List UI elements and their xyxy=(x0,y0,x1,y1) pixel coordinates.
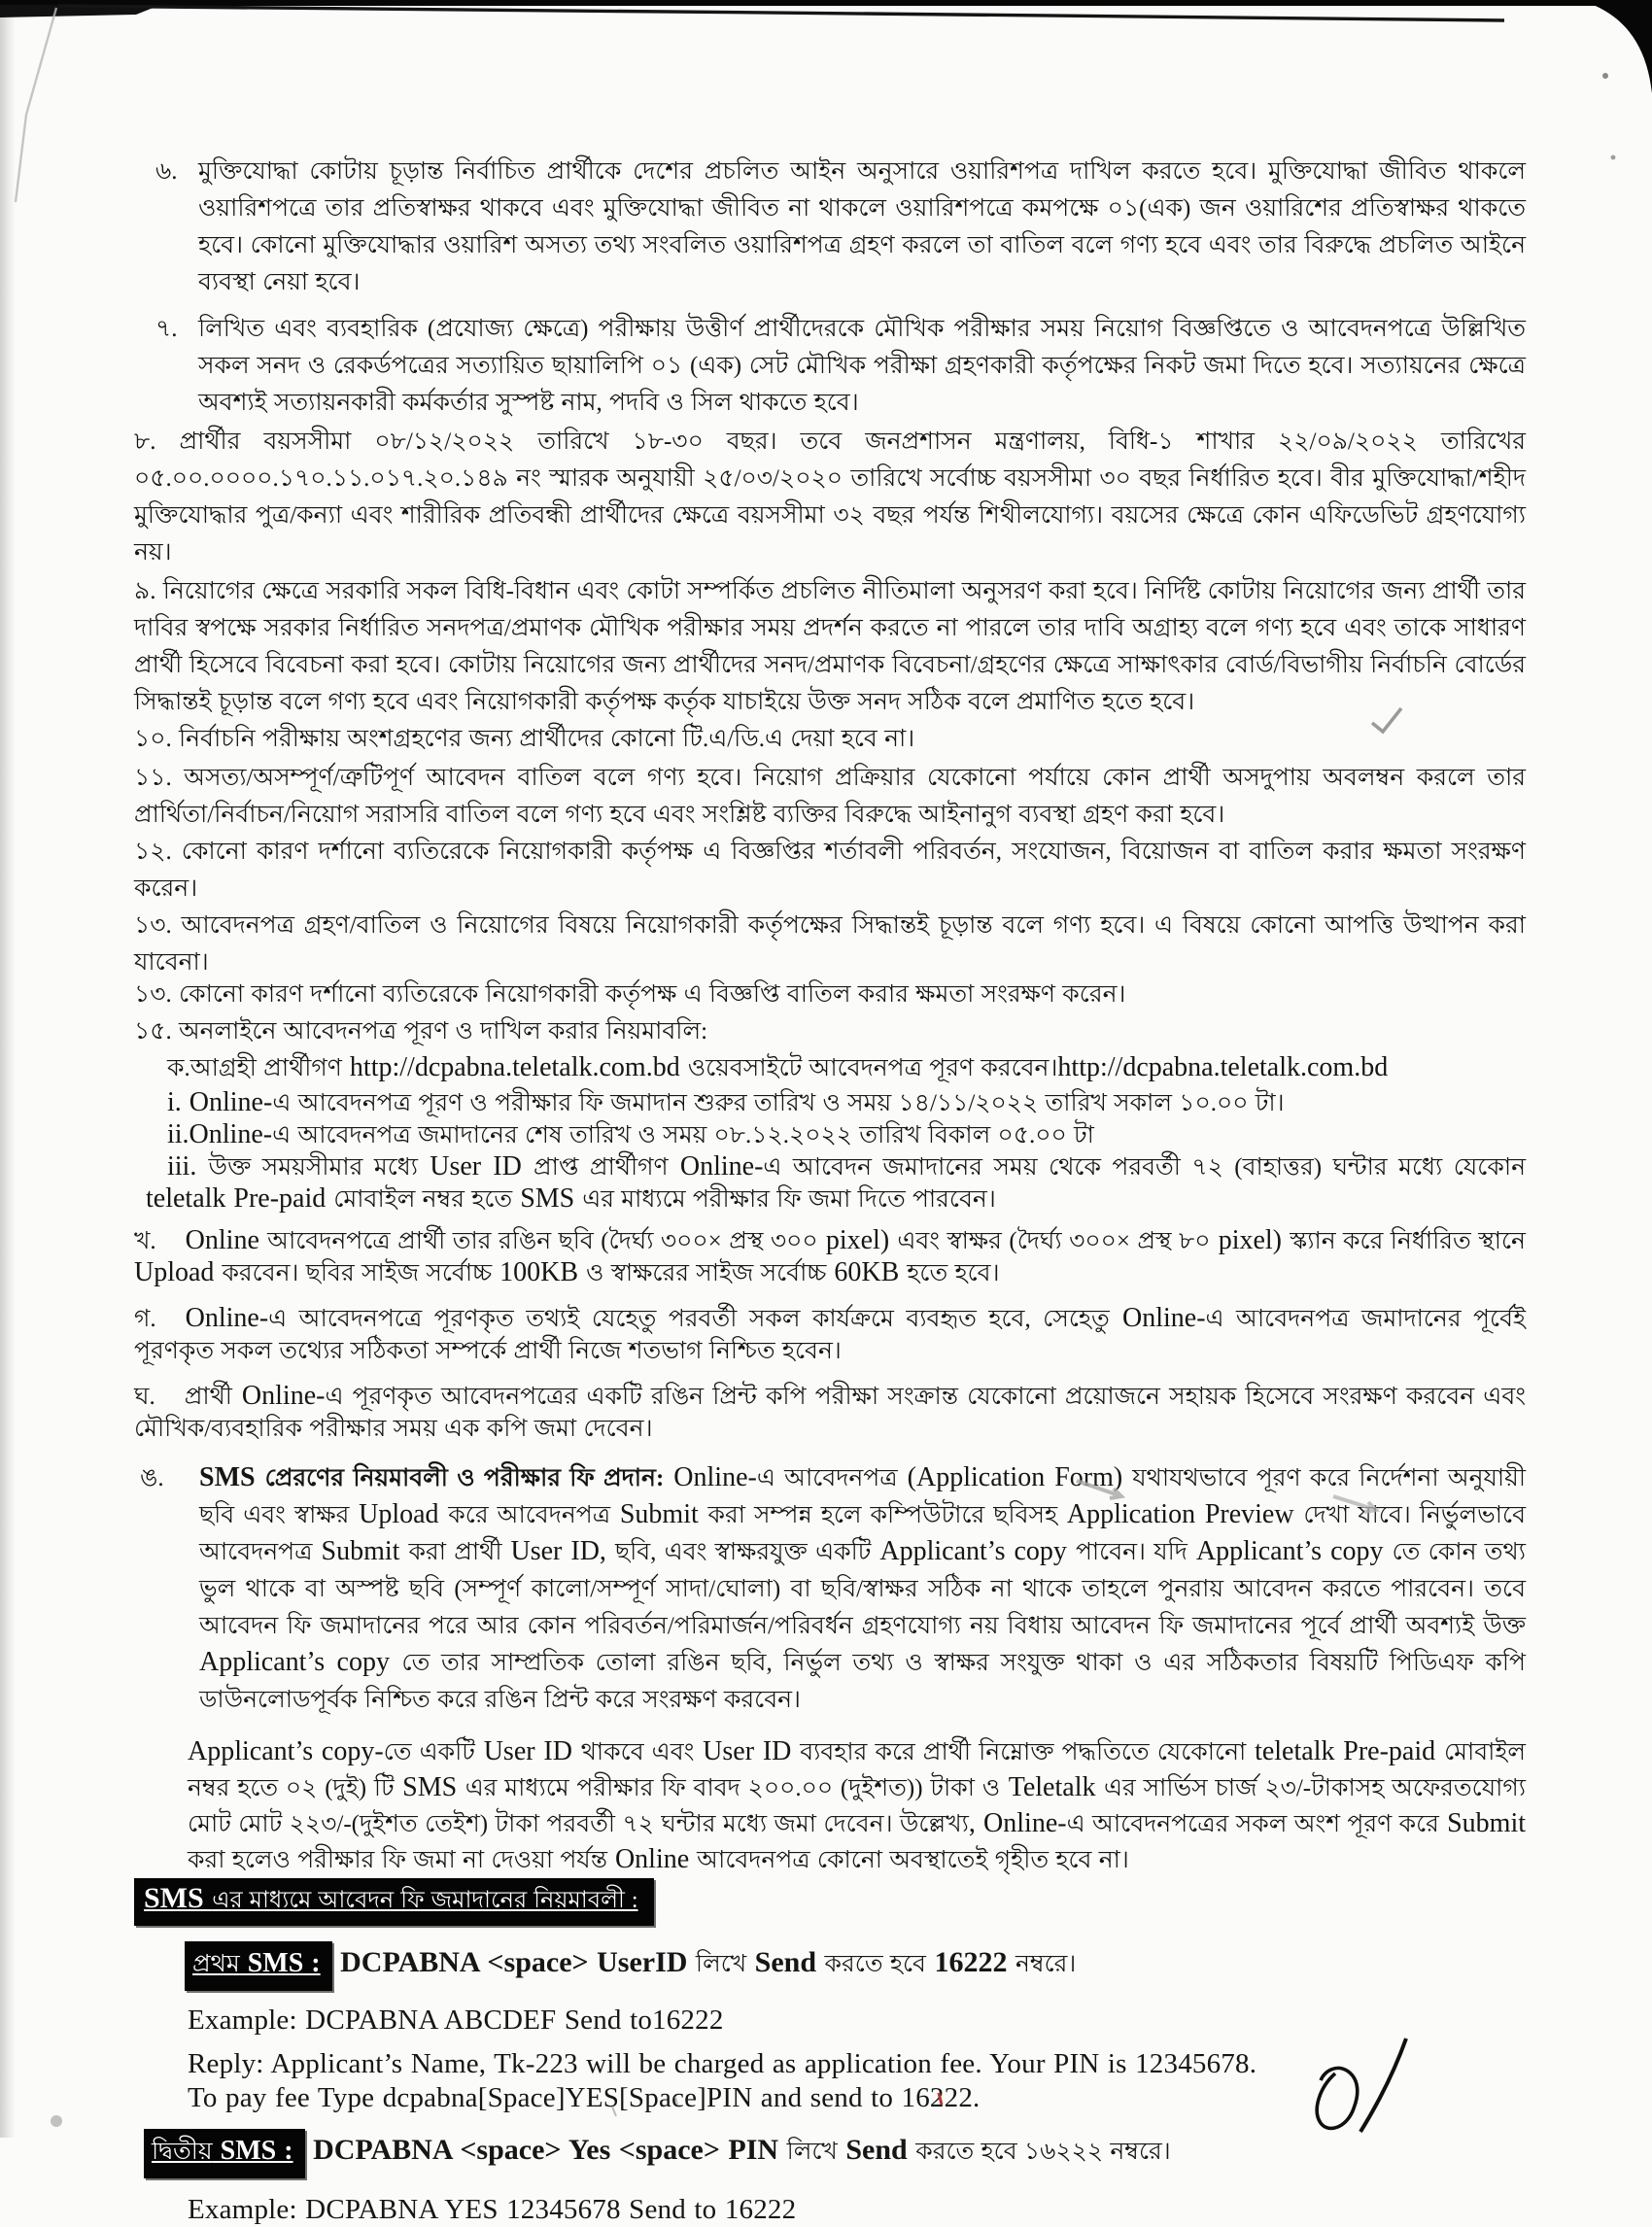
scan-speck-2 xyxy=(1611,155,1616,160)
sms-reply-line-1: Reply: Applicant’s Name, Tk-223 will be charged as application fee. Your PIN is 12345678. xyxy=(188,2048,1257,2079)
scan-top-edge-line xyxy=(58,6,1504,20)
rule-uma-text: Online-এ আবেদনপত্র (Application Form) যথাযথভাবে পূরণ করে নির্দেশনা অনুযায়ী ছবি এবং স্বাক্ষর Upload করে আবেদনপত্র Submit করা সম্পন্ন হলে কম্পিউটারে ছবিসহ Application Preview দেখা যাবে। নির্ভুলভাবে আবেদনপত্র Submit করা প্রার্থী User ID, ছবি, এবং স্বাক্ষরযুক্ত একটি Applicant’s copy পাবেন। যদি Applicant’s copy তে কোন তথ্য ভুল থাকে বা অস্পষ্ট ছবি (সম্পূর্ণ কালো/সম্পূর্ণ সাদা/ঘোলা) বা ছবি/স্বাক্ষর সঠিক না থাকে তাহলে পুনরায় আবেদন করতে পারবেন। তবে আবেদন ফি জমাদানের পরে আর কোন পরিবর্তন/পরিমার্জন/পরিবর্ধন গ্রহণযোগ্য নয় বিধায় আবেদন ফি জমাদানের পূর্বে প্রার্থী অবশ্যই উক্ত Applicant’s copy তে তার সাম্প্রতিক তোলা রঙিন ছবি, নির্ভুল তথ্য ও স্বাক্ষর সংযুক্ত থাকা ও এর সঠিকতার বিষয়টি পিডিএফ কপি ডাউনলোডপূর্বক নিশ্চিত করে রঙিন প্রিন্ট করে সংরক্ষণ করবেন। xyxy=(199,1462,1527,1713)
sms-rules-banner-label: SMS এর মাধ্যমে আবেদন ফি জমাদানের নিয়মাবলী : xyxy=(134,1878,654,1926)
instruction-item-8: ৮. প্রার্থীর বয়সসীমা ০৮/১২/২০২২ তারিখে ১৮-৩০ বছর। তবে জনপ্রশাসন মন্ত্রণালয়, বিধি-১ শাখার ২২/০৯/২০২২ তারিখের ০৫.০০.০০০০.১৭০.১১.০১৭.২০.১৪৯ নং স্মারক অনুযায়ী ২৫/০৩/২০২০ তারিখে সর্বোচ্চ বয়সসীমা ৩০ বছর নির্ধারিত হবে। বীর মুক্তিযোদ্ধা/শহীদ মুক্তিযোদ্ধার পুত্র/কন্যা এবং শারীরিক প্রতিবন্ধী প্রার্থীদের ক্ষেত্রে বয়সসীমা ৩২ বছর পর্যন্ত শিথীলযোগ্য। বয়সের ক্ষেত্রে কোন এফিডেভিট গ্রহণযোগ্য নয়। xyxy=(134,428,1526,565)
item-7-text: লিখিত এবং ব্যবহারিক (প্রযোজ্য ক্ষেত্রে) পরীক্ষায় উত্তীর্ণ প্রার্থীদেরকে মৌখিক পরীক্ষার সময় নিয়োগ বিজ্ঞপ্তিতে ও আবেদনপত্রে উল্লিখিত সকল সনদ ও রেকর্ডপত্রের সত্যায়িত ছায়ালিপি ০১ (এক) সেট মৌখিক পরীক্ষা গ্রহণকারী কর্তৃপক্ষের নিকট জমা দিতে হবে। সত্যায়নের ক্ষেত্রে অবশ্যই সত্যায়নকারী কর্মকর্তার সুস্পষ্ট নাম, পদবি ও সিল থাকতে হবে। xyxy=(198,316,1526,416)
item-6-text: মুক্তিযোদ্ধা কোটায় চূড়ান্ত নির্বাচিত প্রার্থীকে দেশের প্রচলিত আইন অনুসারে ওয়ারিশপত্র দাখিল করতে হবে। মুক্তিযোদ্ধা জীবিত থাকলে ওয়ারিশপত্রে তার প্রতিস্বাক্ষর থাকবে এবং মুক্তিযোদ্ধা জীবিত না থাকলে ওয়ারিশপত্রে কমপক্ষে ০১(এক) জন ওয়ারিশের প্রতিস্বাক্ষর থাকতে হবে। কোনো মুক্তিযোদ্ধার ওয়ারিশ অসত্য তথ্য সংবলিত ওয়ারিশপত্র গ্রহণ করলে তা বাতিল বলে গণ্য হবে এবং তার বিরুদ্ধে প্রচলিত আইনে ব্যবস্থা নেয়া হবে। xyxy=(198,158,1526,295)
scan-dot-bottom-left xyxy=(51,2115,62,2127)
item-7-number: ৭. xyxy=(155,316,178,342)
online-rule-ii: ii.Online-এ আবেদনপত্র জমাদানের শেষ তারিখ ও সময় ০৮.১২.২০২২ তারিখ বিকাল ০৫.০০ টা xyxy=(167,1119,1094,1149)
item-6-number: ৬. xyxy=(155,158,178,185)
second-sms-label: দ্বিতীয় SMS : xyxy=(144,2129,305,2178)
notice-text-column xyxy=(134,154,1526,2227)
first-sms-example: Example: DCPABNA ABCDEF Send to16222 xyxy=(188,2004,724,2036)
second-sms-example: Example: DCPABNA YES 12345678 Send to 16222 xyxy=(188,2194,797,2225)
rule-uma-lead: SMS প্রেরণের নিয়মাবলী ও পরীক্ষার ফি প্রদান: xyxy=(199,1462,665,1492)
online-rule-kha xyxy=(134,1225,1526,1289)
scan-speck-1 xyxy=(1602,73,1608,79)
rule-ga-text: Online-এ আবেদনপত্রে পূরণকৃত তথ্যই যেহেতু পরবর্তী সকল কার্যক্রমে ব্যবহৃত হবে, সেহেতু Online-এ আবেদনপত্র জমাদানের পূর্বেই পূরণকৃত সকল তথ্যের সঠিকতা সম্পর্কে প্রার্থী নিজে শতভাগ নিশ্চিত হবেন। xyxy=(134,1303,1526,1364)
online-rule-iii: iii. উক্ত সময়সীমার মধ্যে User ID প্রাপ্ত প্রার্থীগণ Online-এ আবেদন জমাদানের সময় থেকে পরবর্তী ৭২ (বাহাত্তর) ঘন্টার মধ্যে যেকোন teletalk Pre-paid মোবাইল নম্বর হতে SMS এর মাধ্যমে পরীক্ষার ফি জমা দিতে পারবেন। xyxy=(146,1151,1526,1214)
instruction-item-11: ১১. অসত্য/অসম্পূর্ণ/ত্রুটিপূর্ণ আবেদন বাতিল বলে গণ্য হবে। নিয়োগ প্রক্রিয়ার যেকোনো পর্যায়ে কোন প্রার্থী অসদুপায় অবলম্বন করলে তার প্রার্থিতা/নির্বাচন/নিয়োগ সরাসরি বাতিল বলে গণ্য হবে এবং সংশ্লিষ্ট ব্যক্তির বিরুদ্ধে আইনানুগ ব্যবস্থা গ্রহণ করা হবে। xyxy=(134,765,1526,828)
instruction-item-7 xyxy=(134,311,1526,422)
sms-rules-banner xyxy=(134,1878,1526,1926)
sms-reply-text xyxy=(134,2047,1526,2115)
instruction-item-9: ৯. নিয়োগের ক্ষেত্রে সরকারি সকল বিধি-বিধান এবং কোটা সম্পর্কিত প্রচলিত নীতিমালা অনুসরণ করা হবে। নির্দিষ্ট কোটায় নিয়োগের জন্য প্রার্থী তার দাবির স্বপক্ষে সরকার নির্ধারিত সনদপত্র/প্রমাণক মৌখিক পরীক্ষার সময় প্রদর্শন করতে না পারলে তার দাবি অগ্রাহ্য বলে গণ্য হবে এবং তাকে সাধারণ প্রার্থী হিসেবে বিবেচনা করা হবে। কোটায় নিয়োগের জন্য প্রার্থীদের সনদ/প্রমাণক বিবেচনা/গ্রহণের ক্ষেত্রে সাক্ষাৎকার বোর্ড/বিভাগীয় নির্বাচনি বোর্ডের সিদ্ধান্তই চূড়ান্ত বলে গণ্য হবে এবং নিয়োগকারী কর্তৃপক্ষ কর্তৃক যাচাইয়ে উক্ত সনদ সঠিক বলে প্রমাণিত হতে হবে। xyxy=(134,578,1526,715)
second-sms-line xyxy=(134,2129,1526,2178)
online-rules-heading: ১৫. অনলাইনে আবেদনপত্র পূরণ ও দাখিল করার নিয়মাবলি: xyxy=(134,1018,708,1045)
rule-gha-marker: ঘ. xyxy=(134,1384,155,1410)
online-rule-gha xyxy=(134,1381,1526,1445)
rule-ga-marker: গ. xyxy=(134,1306,156,1332)
rule-gha-text: প্রার্থী Online-এ পূরণকৃত আবেদনপত্রের একটি রঙিন প্রিন্ট কপি পরীক্ষা সংক্রান্ত যেকোনো প্রয়োজনে সহায়ক হিসেবে সংরক্ষণ করবেন এবং মৌখিক/ব্যবহারিক পরীক্ষার সময় এক কপি জমা দেবেন। xyxy=(134,1381,1527,1442)
page-fold-line xyxy=(16,8,56,202)
online-rule-i: i. Online-এ আবেদনপত্র পূরণ ও পরীক্ষার ফি জমাদান শুরুর তারিখ ও সময় ১৪/১১/২০২২ তারিখ সকাল ১০.০০ টা। xyxy=(167,1087,1285,1117)
scan-top-bar xyxy=(0,0,1652,6)
rule-kha-text: Online আবেদনপত্রে প্রার্থী তার রঙিন ছবি (দৈর্ঘ্য ৩০০× প্রস্থ ৩০০ pixel) এবং স্বাক্ষর (দৈর্ঘ্য ৩০০× প্রস্থ ৮০ pixel) স্ক্যান করে নির্ধারিত স্থানে Upload করবেন। ছবির সাইজ সর্বোচ্চ 100KB ও স্বাক্ষরের সাইজ সর্বোচ্চ 60KB হতে হবে। xyxy=(134,1225,1526,1287)
instruction-item-6 xyxy=(134,154,1526,301)
instruction-item-13: ১৩. আবেদনপত্র গ্রহণ/বাতিল ও নিয়োগের বিষয়ে নিয়োগকারী কর্তৃপক্ষের সিদ্ধান্তই চূড়ান্ত বলে গণ্য হবে। এ বিষয়ে কোনো আপত্তি উত্থাপন করা যাবেনা। xyxy=(134,912,1526,976)
instruction-item-12: ১২. কোনো কারণ দর্শানো ব্যতিরেকে নিয়োগকারী কর্তৃপক্ষ এ বিজ্ঞপ্তির শর্তাবলী পরিবর্তন, সংযোজন, বিয়োজন বা বাতিল করার ক্ষমতা সংরক্ষণ করেন। xyxy=(134,839,1526,902)
online-rule-ka: ক.আগ্রহী প্রার্থীগণ http://dcpabna.teletalk.com.bd ওয়েবসাইটে আবেদনপত্র পূরণ করবেন।http://dcpabna.teletalk.com.bd xyxy=(167,1052,1389,1082)
first-sms-label: প্রথম SMS : xyxy=(185,1941,332,1991)
scan-top-right-corner xyxy=(1580,0,1652,93)
instruction-item-10: ১০. নির্বাচনি পরীক্ষায় অংশগ্রহণের জন্য প্রার্থীদের কোনো টি.এ/ডি.এ দেয়া হবে না। xyxy=(134,726,915,752)
first-sms-text: DCPABNA <space> UserID লিখে Send করতে হবে 16222 নম্বরে। xyxy=(331,1946,1077,1978)
scan-top-left-thick-edge xyxy=(0,5,160,17)
applicants-copy-paragraph: Applicant’s copy-তে একটি User ID থাকবে এবং User ID ব্যবহার করে প্রার্থী নিম্নোক্ত পদ্ধতিতে যেকোনো teletalk Pre-paid মোবাইল নম্বর হতে ০২ (দুই) টি SMS এর মাধ্যমে পরীক্ষার ফি বাবদ ২০০.০০ (দুইশত)) টাকা ও Teletalk এর সার্ভিস চার্জ ২৩/-টাকাসহ অফেরতযোগ্য মোট মোট ২২৩/-(দুইশত তেইশ) টাকা পরবর্তী ৭২ ঘন্টার মধ্যে জমা দেবেন। উল্লেখ্য, Online-এ আবেদনপত্রের সকল অংশ পূরণ করে Submit করা হলেও পরীক্ষার ফি জমা না দেওয়া পর্যন্ত Online আবেদনপত্র কোনো অবস্থাতেই গৃহীত হবে না। xyxy=(188,1736,1527,1874)
online-rule-uma-sms-fee xyxy=(134,1460,1526,1719)
sms-reply-line-2: To pay fee Type dcpabna[Space]YES[Space]PIN and send to 16222. xyxy=(188,2082,981,2113)
scan-left-edge-shadow xyxy=(0,0,16,2138)
second-sms-text: DCPABNA <space> Yes <space> PIN লিখে Send করতে হবে ১৬২২২ নম্বরে। xyxy=(304,2134,1171,2166)
online-rule-ga xyxy=(134,1303,1526,1367)
first-sms-line xyxy=(134,1941,1526,1991)
instruction-item-13-duplicate: ১৩. কোনো কারণ দর্শানো ব্যতিরেকে নিয়োগকারী কর্তৃপক্ষ এ বিজ্ঞপ্তি বাতিল করার ক্ষমতা সংরক্ষণ করেন। xyxy=(134,981,1126,1008)
rule-uma-marker: ঙ. xyxy=(140,1465,164,1491)
rule-kha-marker: খ. xyxy=(134,1228,156,1254)
